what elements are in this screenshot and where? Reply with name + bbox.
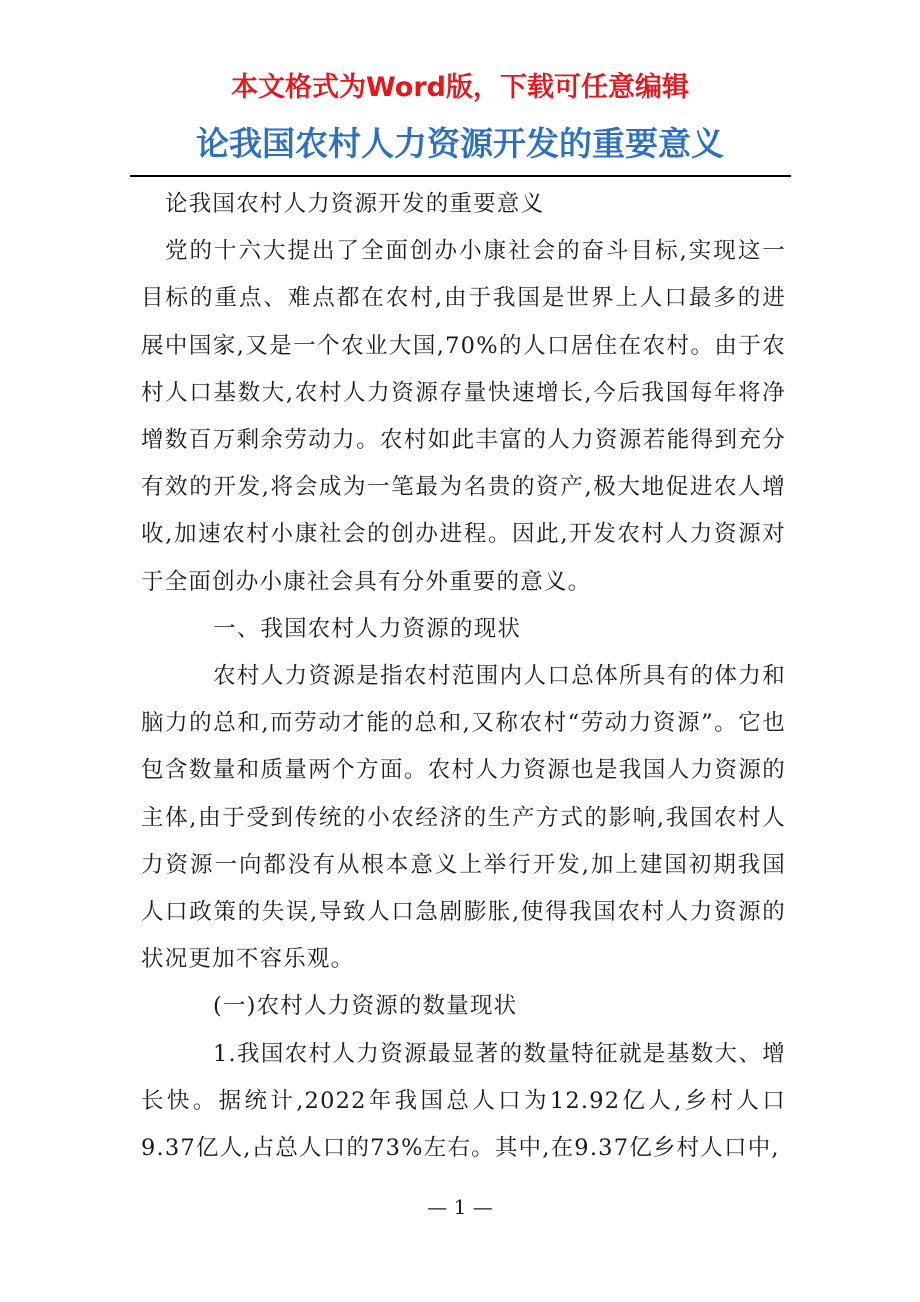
page-number: — 1 — xyxy=(427,1195,493,1219)
document-body xyxy=(141,181,786,1172)
subsection-heading-1: (一)农村人力资源的数量现状 xyxy=(213,993,518,1020)
paragraph-definition: 农村人力资源是指农村范围内人口总体所具有的体力和脑力的总和,而劳动才能的总和,又称农村“劳动力资源”。它也包含数量和质量两个方面。农村人力资源也是我国人力资源的主体,由于受到传统的小农经济的生产方式的影响,我国农村人力资源一向都没有从根本意义上举行开发,加上建国初期我国人口政策的失误,导致人口急剧膨胀,使得我国农村人力资源的状况更加不容乐观。 xyxy=(141,663,786,973)
paragraph-intro: 党的十六大提出了全面创办小康社会的奋斗目标,实现这一目标的重点、难点都在农村,由于我国是世界上人口最多的进展中国家,又是一个农业大国,70%的人口居住在农村。由于农村人口基数大,农村人力资源存量快速增长,今后我国每年将净增数百万剩余劳动力。农村如此丰富的人力资源若能得到充分有效的开发,将会成为一笔最为名贵的资产,极大地促进农人增收,加速农村小康社会的创办进程。因此,开发农村人力资源对于全面创办小康社会具有分外重要的意义。 xyxy=(141,238,786,595)
section-heading-1: 一、我国农村人力资源的现状 xyxy=(213,615,522,642)
document-title: 论我国农村人力资源开发的重要意义 xyxy=(196,124,724,163)
paragraph-quantity: 1.我国农村人力资源最显著的数量特征就是基数大、增长快。据统计,2022年我国总人口为12.92亿人,乡村人口9.37亿人,占总人口的73%左右。其中,在9.37亿乡村人口中, xyxy=(141,1040,786,1162)
title-divider xyxy=(130,175,791,177)
paragraph-subtitle: 论我国农村人力资源开发的重要意义 xyxy=(165,191,545,217)
format-banner: 本文格式为Word版，下载可任意编辑 xyxy=(230,72,689,103)
